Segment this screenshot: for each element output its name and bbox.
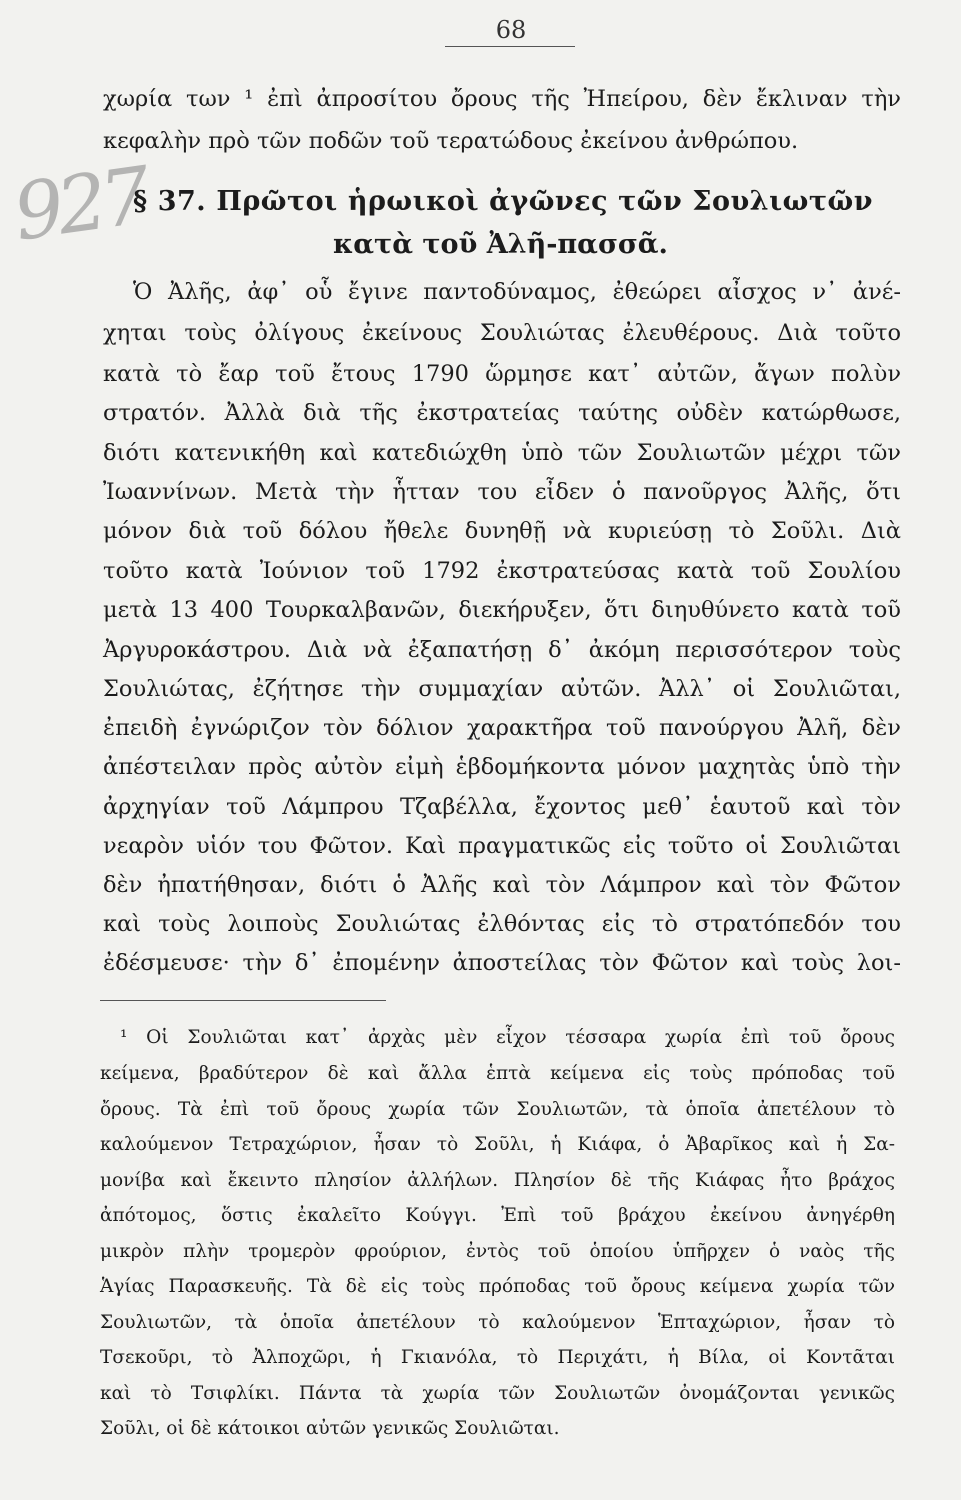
paragraph-line: Ἀργυροκάστρου. Διὰ νὰ ἐξαπατήσῃ δ᾽ ἀκόμη περισσότερον τοὺς [103,637,901,663]
footnote-line: Σοῦλι, οἱ δὲ κάτοικοι αὐτῶν γενικῶς Σουλιῶται. [100,1418,560,1439]
paragraph-line: στρατόν. Ἀλλὰ διὰ τῆς ἐκστρατείας ταύτης οὐδὲν κατώρθωσε, [103,400,901,426]
paragraph-line: μόνον διὰ τοῦ δόλου ἤθελε δυνηθῇ νὰ κυριεύσῃ τὸ Σοῦλι. Διὰ [103,518,901,544]
paragraph-line: χηται τοὺς ὀλίγους ἐκείνους Σουλιώτας ἐλευθέρους. Διὰ τοῦτο [103,320,901,346]
header-rule [445,46,575,47]
footnote-line: ἀπότομος, ὅστις ἐκαλεῖτο Κούγγι. Ἐπὶ τοῦ βράχου ἐκείνου ἀνηγέρθη [100,1205,895,1226]
paragraph-line: ἀπέστειλαν πρὸς αὐτὸν εἰμὴ ἑβδομήκοντα μόνον μαχητὰς ὑπὸ τὴν [103,754,901,780]
footnote-line: καὶ τὸ Τσιφλίκι. Πάντα τὰ χωρία τῶν Σουλιωτῶν ὀνομάζονται γενικῶς [100,1383,895,1404]
paragraph-line: Σουλιώτας, ἐζήτησε τὴν συμμαχίαν αὐτῶν. Ἀλλ᾽ οἱ Σουλιῶται, [103,676,901,702]
footnote-line: ὄρους. Τὰ ἐπὶ τοῦ ὄρους χωρία τῶν Σουλιωτῶν, τὰ ὁποῖα ἀπετέλουν τὸ [100,1099,895,1120]
paragraph-line: τοῦτο κατὰ Ἰούνιον τοῦ 1792 ἐκστρατεύσας κατὰ τοῦ Σουλίου [103,558,901,584]
paragraph-line: δὲν ἠπατήθησαν, διότι ὁ Ἀλῆς καὶ τὸν Λάμπρον καὶ τὸν Φῶτον [103,872,901,898]
footnote-line: Σουλιωτῶν, τὰ ὁποῖα ἀπετέλουν τὸ καλούμενον Ἑπταχώριον, ἦσαν τὸ [100,1312,895,1333]
footnote-rule [100,1000,386,1001]
paragraph-line: ἐδέσμευσε· τὴν δ᾽ ἐπομένην ἀποστείλας τὸν Φῶτον καὶ τοὺς λοι- [103,950,901,976]
paragraph-line: ἀρχηγίαν τοῦ Λάμπρου Τζαβέλλα, ἔχοντος μεθ᾽ ἑαυτοῦ καὶ τὸν [103,794,901,820]
section-title: § 37. Πρῶτοι ἡρωικοὶ ἀγῶνες τῶν Σουλιωτῶν [133,186,873,217]
footnote-line: Ἁγίας Παρασκευῆς. Τὰ δὲ εἰς τοὺς πρόποδας τοῦ ὄρους κείμενα χωρία τῶν [100,1276,895,1297]
footnote-line: μονίβα καὶ ἔκειντο πλησίον ἀλλήλων. Πλησίον δὲ τῆς Κιάφας ἦτο βράχος [100,1170,895,1191]
body-line: κεφαλὴν πρὸ τῶν ποδῶν τοῦ τερατώδους ἐκείνου ἀνθρώπου. [103,128,799,154]
section-title-continued: κατὰ τοῦ Ἀλῆ-πασσᾶ. [333,229,668,260]
body-line: χωρία των ¹ ἐπὶ ἀπροσίτου ὄρους τῆς Ἠπείρου, δὲν ἔκλιναν τὴν [103,86,901,112]
footnote-line: μικρὸν πλὴν τρομερὸν φρούριον, ἐντὸς τοῦ ὁποίου ὑπῆρχεν ὁ ναὸς τῆς [100,1241,895,1262]
handwritten-annotation: 927 [8,151,151,259]
paragraph-line: ἐπειδὴ ἐγνώριζον τὸν δόλιον χαρακτῆρα τοῦ πανούργου Ἀλῆ, δὲν [103,715,901,741]
footnote-line: ¹ Οἱ Σουλιῶται κατ᾽ ἀρχὰς μὲν εἶχον τέσσαρα χωρία ἐπὶ τοῦ ὄρους [120,1027,895,1048]
paragraph-line: κατὰ τὸ ἔαρ τοῦ ἔτους 1790 ὥρμησε κατ᾽ αὐτῶν, ἄγων πολὺν [103,361,901,387]
paragraph-line: μετὰ 13 400 Τουρκαλβανῶν, διεκήρυξεν, ὅτι διηυθύνετο κατὰ τοῦ [103,597,901,623]
paragraph-line: νεαρὸν υἱόν του Φῶτον. Καὶ πραγματικῶς εἰς τοῦτο οἱ Σουλιῶται [103,833,901,859]
paragraph-line: καὶ τοὺς λοιποὺς Σουλιώτας ἐλθόντας εἰς τὸ στρατόπεδόν του [103,911,901,937]
footnote-line: καλούμενον Τετραχώριον, ἦσαν τὸ Σοῦλι, ἡ Κιάφα, ὁ Ἀβαρῖκος καὶ ἡ Σα- [100,1134,895,1155]
page-number: 68 [495,16,527,44]
footnote-line: κείμενα, βραδύτερον δὲ καὶ ἄλλα ἑπτὰ κείμενα εἰς τοὺς πρόποδας τοῦ [100,1063,895,1084]
footnote-line: Τσεκοῦρι, τὸ Ἀλποχῶρι, ἡ Γκιανόλα, τὸ Περιχάτι, ἡ Βίλα, οἱ Κοντᾶται [100,1347,895,1368]
paragraph-line: Ὁ Ἀλῆς, ἀφ᾽ οὗ ἔγινε παντοδύναμος, ἐθεώρει αἶσχος ν᾽ ἀνέ- [133,279,901,305]
paragraph-line: Ἰωαννίνων. Μετὰ τὴν ἧτταν του εἶδεν ὁ πανοῦργος Ἀλῆς, ὅτι [103,479,901,505]
paragraph-line: διότι κατενικήθη καὶ κατεδιώχθη ὑπὸ τῶν Σουλιωτῶν μέχρι τῶν [103,440,901,466]
